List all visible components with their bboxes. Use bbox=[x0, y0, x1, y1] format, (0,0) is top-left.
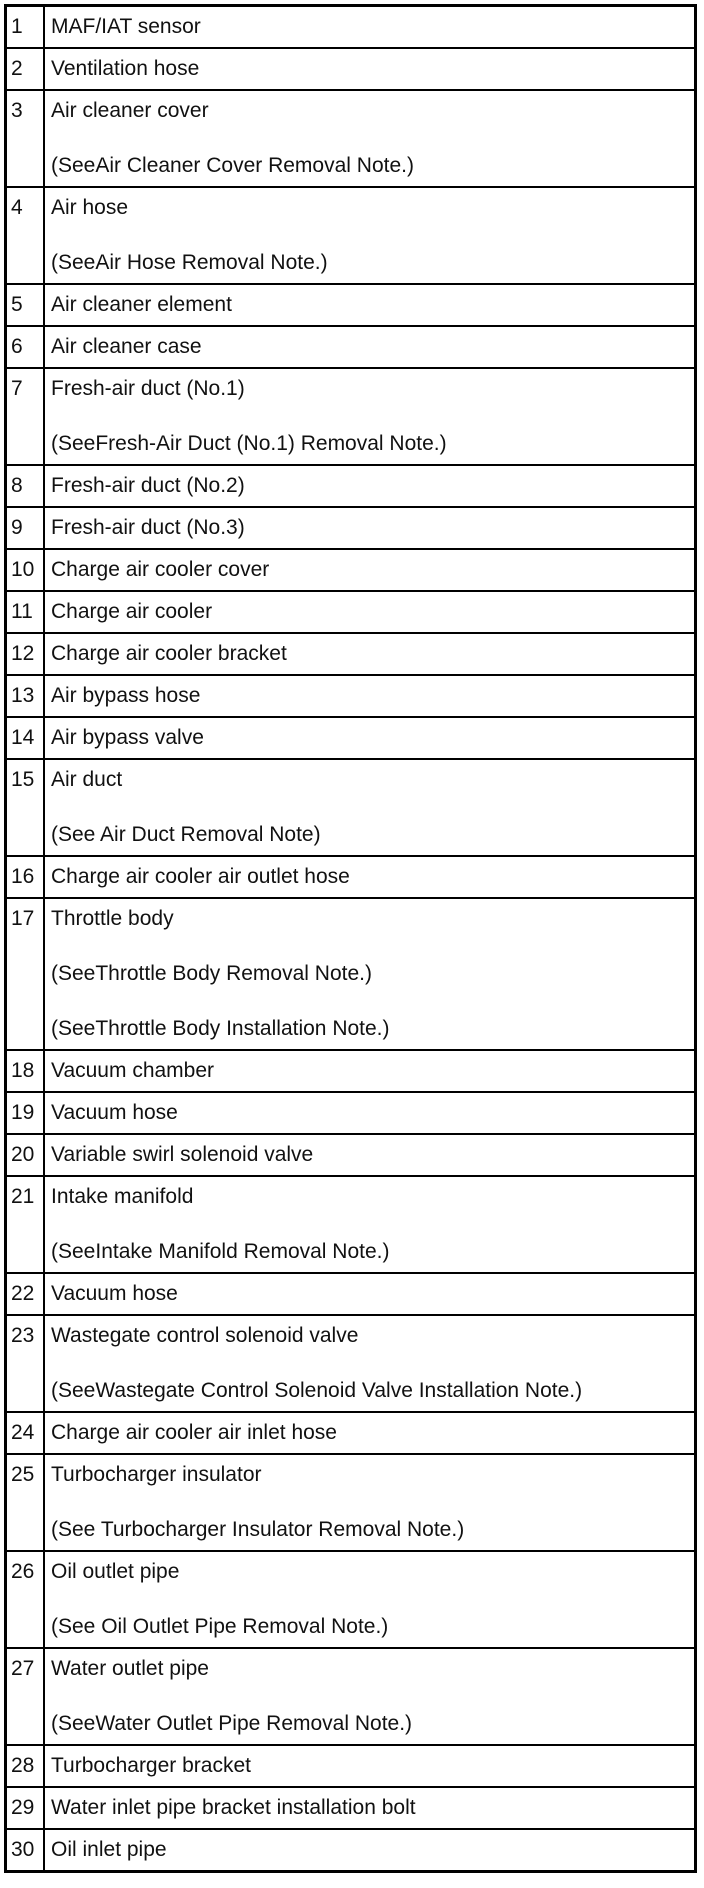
table-row bbox=[6, 1050, 696, 1092]
table-row bbox=[6, 48, 696, 90]
table-row bbox=[6, 187, 696, 284]
removal-note-reference: (SeeFresh-Air Duct (No.1) Removal Note.) bbox=[51, 432, 447, 455]
part-description-cell bbox=[44, 284, 696, 326]
part-description-cell bbox=[44, 6, 696, 49]
part-description-cell bbox=[44, 1134, 696, 1176]
removal-note-reference: (SeeWater Outlet Pipe Removal Note.) bbox=[51, 1712, 413, 1735]
part-name: Turbocharger bracket bbox=[51, 1754, 251, 1777]
part-number-cell: 5 bbox=[6, 284, 45, 326]
part-name: Oil inlet pipe bbox=[51, 1838, 167, 1861]
part-number-cell: 3 bbox=[6, 90, 45, 187]
part-name: Wastegate control solenoid valve bbox=[51, 1324, 359, 1347]
part-name: Vacuum chamber bbox=[51, 1059, 215, 1082]
part-description-cell bbox=[44, 1454, 696, 1551]
part-name: Turbocharger insulator bbox=[51, 1463, 262, 1486]
part-name: Air duct bbox=[51, 768, 123, 791]
removal-note-reference: (SeeWastegate Control Solenoid Valve Installation Note.) bbox=[51, 1379, 583, 1402]
table-row bbox=[6, 759, 696, 856]
part-description-cell bbox=[44, 1829, 696, 1872]
part-name: Air bypass hose bbox=[51, 684, 201, 707]
part-number-cell: 14 bbox=[6, 717, 45, 759]
part-description-cell bbox=[44, 759, 696, 856]
table-row bbox=[6, 1745, 696, 1787]
table-row bbox=[6, 1829, 696, 1872]
part-number-cell: 27 bbox=[6, 1648, 45, 1745]
part-description-cell bbox=[44, 187, 696, 284]
part-number-cell: 20 bbox=[6, 1134, 45, 1176]
part-name: Fresh-air duct (No.1) bbox=[51, 377, 245, 400]
part-description-cell bbox=[44, 633, 696, 675]
part-name: Charge air cooler cover bbox=[51, 558, 270, 581]
table-row bbox=[6, 549, 696, 591]
removal-note-reference: (SeeThrottle Body Removal Note.) bbox=[51, 962, 372, 985]
part-description-cell bbox=[44, 591, 696, 633]
part-description-cell bbox=[44, 1787, 696, 1829]
part-number-cell: 11 bbox=[6, 591, 45, 633]
part-name: Vacuum hose bbox=[51, 1101, 178, 1124]
part-description-cell bbox=[44, 1648, 696, 1745]
part-number-cell: 4 bbox=[6, 187, 45, 284]
part-name: Air cleaner case bbox=[51, 335, 202, 358]
part-name: Charge air cooler air outlet hose bbox=[51, 865, 350, 888]
part-number-cell: 23 bbox=[6, 1315, 45, 1412]
table-row bbox=[6, 717, 696, 759]
part-number-cell: 1 bbox=[6, 6, 45, 49]
part-description-cell bbox=[44, 90, 696, 187]
part-description-cell bbox=[44, 1315, 696, 1412]
table-row bbox=[6, 326, 696, 368]
parts-table-body bbox=[6, 6, 696, 1872]
part-name: Air hose bbox=[51, 196, 129, 219]
part-number-cell: 2 bbox=[6, 48, 45, 90]
table-row bbox=[6, 898, 696, 1050]
part-name: Charge air cooler bracket bbox=[51, 642, 287, 665]
part-number-cell: 12 bbox=[6, 633, 45, 675]
part-description-cell bbox=[44, 1092, 696, 1134]
table-row bbox=[6, 1176, 696, 1273]
part-description-cell bbox=[44, 368, 696, 465]
part-number-cell: 25 bbox=[6, 1454, 45, 1551]
part-number-cell: 6 bbox=[6, 326, 45, 368]
part-number-cell: 22 bbox=[6, 1273, 45, 1315]
part-description-cell bbox=[44, 1551, 696, 1648]
part-description-cell bbox=[44, 1745, 696, 1787]
part-number-cell: 13 bbox=[6, 675, 45, 717]
removal-note-reference: (SeeAir Cleaner Cover Removal Note.) bbox=[51, 154, 414, 177]
part-name: Variable swirl solenoid valve bbox=[51, 1143, 314, 1166]
part-number-cell: 29 bbox=[6, 1787, 45, 1829]
part-name: Air cleaner cover bbox=[51, 99, 209, 122]
part-name: Water outlet pipe bbox=[51, 1657, 209, 1680]
part-number-cell: 24 bbox=[6, 1412, 45, 1454]
table-row bbox=[6, 675, 696, 717]
part-name: Fresh-air duct (No.3) bbox=[51, 516, 245, 539]
part-number-cell: 30 bbox=[6, 1829, 45, 1872]
part-number-cell: 21 bbox=[6, 1176, 45, 1273]
part-description-cell bbox=[44, 1050, 696, 1092]
part-name: Oil outlet pipe bbox=[51, 1560, 180, 1583]
part-description-cell bbox=[44, 465, 696, 507]
table-row bbox=[6, 1315, 696, 1412]
part-description-cell bbox=[44, 48, 696, 90]
part-name: Charge air cooler air inlet hose bbox=[51, 1421, 337, 1444]
table-row bbox=[6, 1412, 696, 1454]
table-row bbox=[6, 368, 696, 465]
table-row bbox=[6, 465, 696, 507]
table-row bbox=[6, 1454, 696, 1551]
removal-note-reference: (See Air Duct Removal Note) bbox=[51, 823, 321, 846]
part-description-cell bbox=[44, 1176, 696, 1273]
part-number-cell: 28 bbox=[6, 1745, 45, 1787]
part-description-cell bbox=[44, 898, 696, 1050]
part-description-cell bbox=[44, 1273, 696, 1315]
part-description-cell bbox=[44, 856, 696, 898]
parts-table bbox=[4, 4, 697, 1873]
table-row bbox=[6, 633, 696, 675]
part-name: MAF/IAT sensor bbox=[51, 15, 201, 38]
part-number-cell: 9 bbox=[6, 507, 45, 549]
part-number-cell: 19 bbox=[6, 1092, 45, 1134]
part-name: Vacuum hose bbox=[51, 1282, 178, 1305]
removal-note-reference: (See Turbocharger Insulator Removal Note.) bbox=[51, 1518, 465, 1541]
part-number-cell: 17 bbox=[6, 898, 45, 1050]
table-row bbox=[6, 507, 696, 549]
part-number-cell: 26 bbox=[6, 1551, 45, 1648]
part-name: Throttle body bbox=[51, 907, 174, 930]
table-row bbox=[6, 1273, 696, 1315]
part-name: Air cleaner element bbox=[51, 293, 232, 316]
part-name: Intake manifold bbox=[51, 1185, 194, 1208]
removal-note-reference: (See Oil Outlet Pipe Removal Note.) bbox=[51, 1615, 389, 1638]
part-description-cell bbox=[44, 1412, 696, 1454]
table-row bbox=[6, 856, 696, 898]
part-name: Charge air cooler bbox=[51, 600, 213, 623]
table-row bbox=[6, 1551, 696, 1648]
part-description-cell bbox=[44, 675, 696, 717]
part-name: Air bypass valve bbox=[51, 726, 204, 749]
table-row bbox=[6, 1787, 696, 1829]
table-row bbox=[6, 6, 696, 49]
part-description-cell bbox=[44, 326, 696, 368]
removal-note-reference: (SeeAir Hose Removal Note.) bbox=[51, 251, 328, 274]
part-number-cell: 8 bbox=[6, 465, 45, 507]
part-name: Ventilation hose bbox=[51, 57, 200, 80]
part-description-cell bbox=[44, 717, 696, 759]
part-number-cell: 7 bbox=[6, 368, 45, 465]
part-number-cell: 16 bbox=[6, 856, 45, 898]
part-number-cell: 10 bbox=[6, 549, 45, 591]
part-name: Fresh-air duct (No.2) bbox=[51, 474, 245, 497]
part-description-cell bbox=[44, 507, 696, 549]
part-number-cell: 18 bbox=[6, 1050, 45, 1092]
table-row bbox=[6, 284, 696, 326]
removal-note-reference: (SeeIntake Manifold Removal Note.) bbox=[51, 1240, 390, 1263]
part-name: Water inlet pipe bracket installation bolt bbox=[51, 1796, 416, 1819]
part-description-cell bbox=[44, 549, 696, 591]
table-row bbox=[6, 591, 696, 633]
part-number-cell: 15 bbox=[6, 759, 45, 856]
table-row bbox=[6, 1648, 696, 1745]
table-row bbox=[6, 90, 696, 187]
table-row bbox=[6, 1092, 696, 1134]
removal-note-reference: (SeeThrottle Body Installation Note.) bbox=[51, 1017, 390, 1040]
table-row bbox=[6, 1134, 696, 1176]
